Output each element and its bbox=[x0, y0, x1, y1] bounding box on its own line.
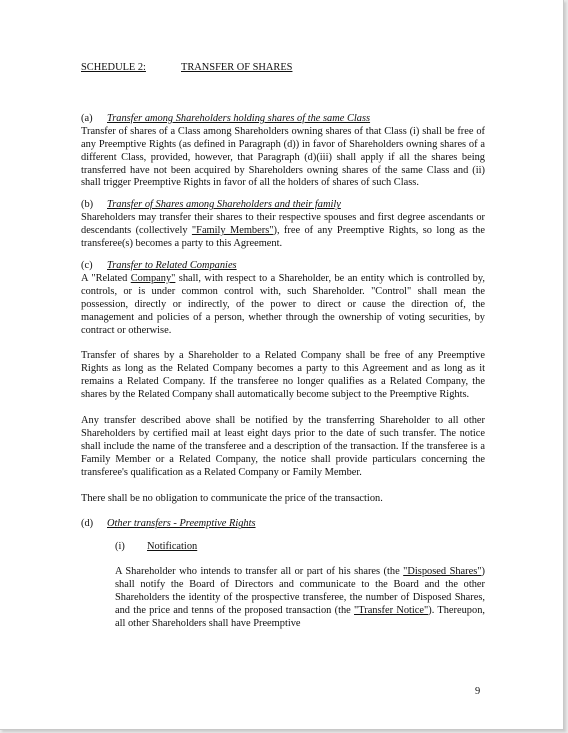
section-b-heading bbox=[81, 199, 485, 212]
section-d-i-t1: A Shareholder who intends to transfer all or part of his shares (the bbox=[115, 566, 404, 578]
section-b-text-before: Shareholders may transfer their shares to their respective spouses and first degree ascendants or descendants (collectively bbox=[81, 212, 485, 237]
section-b bbox=[81, 199, 485, 251]
section-b-text-after: ), free of any Preemptive Rights, so long as the transferee(s) becomes a party to this Agreement. bbox=[81, 225, 485, 250]
section-d-i-title: Notification bbox=[147, 541, 198, 553]
section-a-heading bbox=[81, 113, 485, 126]
transfer-notice-term: "Transfer Notice" bbox=[354, 605, 429, 616]
disposed-shares-term: "Disposed Shares" bbox=[403, 566, 482, 578]
section-a bbox=[81, 113, 485, 190]
section-c-paragraph-2: Transfer of shares by a Shareholder to a Related Company shall be free of any Preemptive Rights as long as the Related Company becomes a party to this Agreement and as long as it remains a Related Company. If the transferee no longer qualifies as a Related Company, the shares by the Related Company shall automatically become subject to the Preemptive Rights. bbox=[81, 350, 485, 401]
section-c-p1-after: shall, with respect to a Shareholder, be an entity which is controlled by, controls, or is under common control with, such Shareholder. "Control" shall mean the possession, directly or indirectly, of the power to direct or cause the direction of, the management and policies of a person, whether through the ownership of voting securities, by contract or otherwise. bbox=[81, 272, 485, 336]
section-b-text bbox=[81, 212, 485, 251]
section-c-p1-before: A "Related bbox=[81, 272, 131, 284]
family-members-term: "Family Members" bbox=[191, 225, 274, 237]
section-c-heading bbox=[81, 260, 485, 273]
section-c-paragraph-4: There shall be no obligation to communicate the price of the transaction. bbox=[81, 492, 383, 504]
related-company-term: Company" bbox=[130, 272, 176, 284]
schedule-title bbox=[81, 62, 485, 75]
section-a-title: Transfer among Shareholders holding shares of the same Class bbox=[107, 112, 371, 124]
section-d-title: Other transfers - Preemptive Rights bbox=[107, 518, 256, 530]
section-d-i-label: (i) bbox=[115, 541, 125, 553]
section-c-paragraph-1 bbox=[81, 273, 485, 338]
section-d-i-heading bbox=[115, 541, 485, 554]
section-d-i-text bbox=[115, 566, 485, 631]
section-d-heading bbox=[81, 518, 485, 531]
section-d bbox=[81, 518, 485, 630]
document-body bbox=[81, 62, 485, 644]
page-number: 9 bbox=[475, 686, 481, 697]
section-d-i-t3: ). Thereupon, all other Shareholders shall have Preemptive bbox=[115, 605, 485, 629]
section-d-i bbox=[115, 541, 485, 630]
schedule-number: SCHEDULE 2: bbox=[81, 62, 146, 73]
section-d-label: (d) bbox=[81, 518, 94, 530]
section-c bbox=[81, 260, 485, 506]
section-c-label: (c) bbox=[81, 259, 93, 271]
section-c-paragraph-3: Any transfer described above shall be notified by the transferring Shareholder to all other Shareholders by certified mail at least eight days prior to the date of such transfer. The notice shall include the name of the transferee and a description of the transaction. If the transferee is a Family Member or a Related Company, the notice shall provide particulars concerning the transferee's qualification as a Related Company or Family Member. bbox=[81, 415, 485, 478]
section-c-title: Transfer to Related Companies bbox=[107, 259, 237, 271]
section-a-label: (a) bbox=[81, 112, 93, 124]
section-a-text: Transfer of shares of a Class among Shareholders owning shares of that Class (i) shall be free of any Preemptive Rights (as defined in Paragraph (d)) in favor of Shareholders owning shares of a different Class, provided, however, that Paragraph (d)(iii) shall apply if all the shares being transferred have not been acquired by Shareholders owning shares of the same Class and (ii) shall trigger Preemptive Rights in favor of all the holders of shares of such Class. bbox=[81, 125, 485, 189]
section-d-i-t2: ) shall notify the Board of Directors and communicate to the Board and the other Shareholders the identity of the prospective transferee, the number of Disposed Shares, and the price and tenns of the proposed transaction (the bbox=[115, 566, 485, 616]
section-b-label: (b) bbox=[81, 199, 94, 211]
section-b-title: Transfer of Shares among Shareholders and their family bbox=[107, 199, 341, 211]
schedule-name: TRANSFER OF SHARES bbox=[181, 62, 293, 73]
